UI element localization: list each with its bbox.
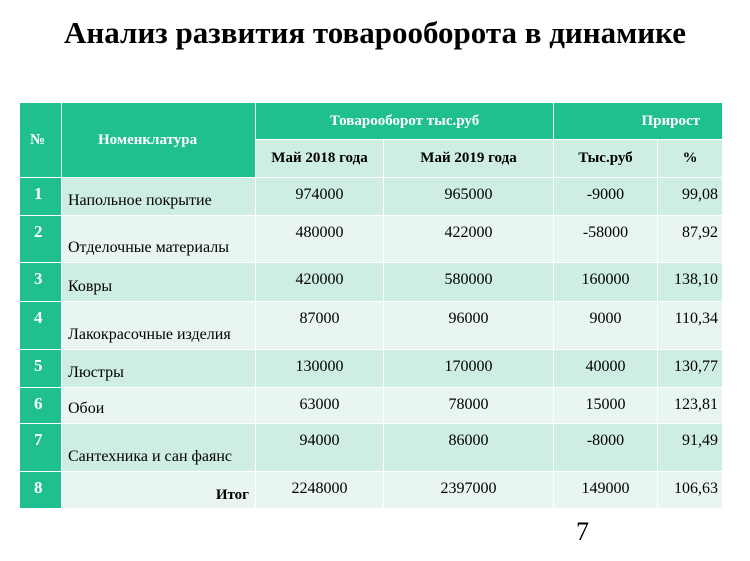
header-num: № bbox=[20, 103, 62, 178]
row-diff: 15000 bbox=[554, 388, 658, 424]
row-number: 6 bbox=[20, 388, 62, 424]
table-row bbox=[20, 388, 723, 424]
page-number: 7 bbox=[576, 517, 589, 546]
row-pct: 99,08 bbox=[658, 178, 723, 216]
header-name: Номенклатура bbox=[62, 103, 256, 178]
turnover-table bbox=[19, 102, 723, 509]
row-diff: -9000 bbox=[554, 178, 658, 216]
row-may-2018: 974000 bbox=[256, 178, 384, 216]
total-number: 8 bbox=[20, 472, 62, 509]
table-row bbox=[20, 350, 723, 388]
row-pct: 123,81 bbox=[658, 388, 723, 424]
total-diff: 149000 bbox=[554, 472, 658, 509]
row-may-2018: 63000 bbox=[256, 388, 384, 424]
row-number: 7 bbox=[20, 424, 62, 472]
table-row bbox=[20, 216, 723, 263]
row-number: 3 bbox=[20, 263, 62, 302]
row-number: 2 bbox=[20, 216, 62, 263]
row-may-2019: 170000 bbox=[384, 350, 554, 388]
slide-title: Анализ развития товарооборота в динамике bbox=[64, 15, 686, 50]
row-name: Напольное покрытие bbox=[62, 178, 256, 216]
header-may-2018: Май 2018 года bbox=[256, 140, 384, 178]
row-may-2019: 78000 bbox=[384, 388, 554, 424]
total-may-2018: 2248000 bbox=[256, 472, 384, 509]
total-pct: 106,63 bbox=[658, 472, 723, 509]
table-row bbox=[20, 302, 723, 350]
row-name: Ковры bbox=[62, 263, 256, 302]
total-may-2019: 2397000 bbox=[384, 472, 554, 509]
row-name: Обои bbox=[62, 388, 256, 424]
row-diff: -58000 bbox=[554, 216, 658, 263]
header-may-2019: Май 2019 года bbox=[384, 140, 554, 178]
row-may-2019: 86000 bbox=[384, 424, 554, 472]
header-growth-rub: Тыс.руб bbox=[554, 140, 658, 178]
header-growth-pct: % bbox=[658, 140, 723, 178]
row-number: 1 bbox=[20, 178, 62, 216]
row-may-2018: 87000 bbox=[256, 302, 384, 350]
row-may-2019: 96000 bbox=[384, 302, 554, 350]
row-diff: 40000 bbox=[554, 350, 658, 388]
row-pct: 87,92 bbox=[658, 216, 723, 263]
row-pct: 138,10 bbox=[658, 263, 723, 302]
row-number: 4 bbox=[20, 302, 62, 350]
table-row bbox=[20, 424, 723, 472]
row-name: Люстры bbox=[62, 350, 256, 388]
row-may-2018: 420000 bbox=[256, 263, 384, 302]
row-may-2018: 130000 bbox=[256, 350, 384, 388]
row-name: Сантехника и сан фаянс bbox=[62, 424, 256, 472]
row-may-2019: 580000 bbox=[384, 263, 554, 302]
row-number: 5 bbox=[20, 350, 62, 388]
row-name: Лакокрасочные изделия bbox=[62, 302, 256, 350]
table-total-row bbox=[20, 472, 723, 509]
row-may-2019: 422000 bbox=[384, 216, 554, 263]
row-pct: 130,77 bbox=[658, 350, 723, 388]
row-pct: 110,34 bbox=[658, 302, 723, 350]
row-may-2018: 480000 bbox=[256, 216, 384, 263]
row-diff: -8000 bbox=[554, 424, 658, 472]
table-row bbox=[20, 263, 723, 302]
row-diff: 160000 bbox=[554, 263, 658, 302]
header-growth: Прирост bbox=[554, 103, 723, 140]
row-may-2019: 965000 bbox=[384, 178, 554, 216]
row-diff: 9000 bbox=[554, 302, 658, 350]
table-row bbox=[20, 178, 723, 216]
row-name: Отделочные материалы bbox=[62, 216, 256, 263]
row-pct: 91,49 bbox=[658, 424, 723, 472]
header-turnover: Товарооборот тыс.руб bbox=[256, 103, 554, 140]
total-label: Итог bbox=[62, 472, 256, 509]
row-may-2018: 94000 bbox=[256, 424, 384, 472]
